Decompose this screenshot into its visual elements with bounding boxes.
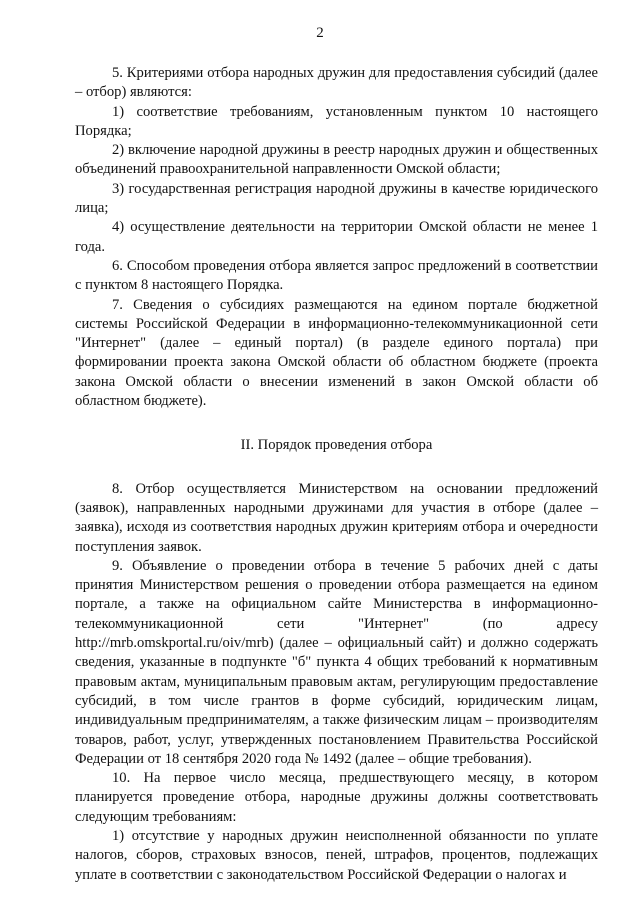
paragraph-10: 10. На первое число месяца, предшествующего месяцу, в котором планируется проведение отбора, народные дружины должны соответствовать следующим требованиям: (75, 770, 598, 825)
paragraph-9: 9. Объявление о проведении отбора в течение 5 рабочих дней с даты принятия Министерством решения о проведении отбора размещается на едином портале, а также на официальном сайте Министерства в информационно-телекоммуникационной сети "Интернет" (по адресу http://mrb.omskportal.ru/oiv/mrb) (далее – официальный сайт) и должно содержать сведения, указанные в подпункте "б" пункта 4 общих требований к нормативным правовым актам, муниципальным правовым актам, регулирующим предоставление субсидий, в том числе грантов в форме субсидий, юридическим лицам, индивидуальным предпринимателям, а также физическим лицам – производителям товаров, работ, услуг, утвержденных постановлением Правительства Российской Федерации от 18 сентября 2020 года № 1492 (далее – общие требования). (75, 557, 598, 767)
paragraph-7: 7. Сведения о субсидиях размещаются на едином портале бюджетной системы Российской Федерации в информационно-телекоммуникационной сети "Интернет" (далее – единый портал) (в разделе единого портала) при формировании проекта закона Омской области об областном бюджете (проекта закона Омской области о внесении изменений в закон Омской области об областном бюджете). (75, 296, 598, 410)
paragraph-5: 5. Критериями отбора народных дружин для предоставления субсидий (далее – отбор) являются: (75, 65, 598, 101)
paragraph-10-item-1: 1) отсутствие у народных дружин неисполненной обязанности по уплате налогов, сборов, страховых взносов, пеней, штрафов, процентов, подлежащих уплате в соответствии с законодательством Российской Федерации о налогах и (75, 827, 598, 883)
paragraph-8: 8. Отбор осуществляется Министерством на основании предложений (заявок), направленных народными дружинами для участия в отборе (далее – заявка), исходя из соответствия народных дружин критериям отбора и очередности поступления заявок. (75, 480, 598, 555)
section-heading: II. Порядок проведения отбора (240, 437, 433, 454)
paragraph-5-item-2: 2) включение народной дружины в реестр народных дружин и общественных объединений правоохранительной направленности Омской области; (75, 142, 598, 178)
paragraph-6: 6. Способом проведения отбора является запрос предложений в соответствии с пунктом 8 настоящего Порядка. (75, 257, 598, 294)
paragraph-5-item-1: 1) соответствие требованиям, установленным пунктом 10 настоящего Порядка; (75, 103, 598, 139)
paragraph-5-item-4: 4) осуществление деятельности на территории Омской области не менее 1 года. (75, 219, 598, 255)
document-body (75, 64, 598, 885)
paragraph-5-item-3: 3) государственная регистрация народной дружины в качестве юридического лица; (75, 180, 598, 217)
page-number: 2 (316, 25, 324, 41)
